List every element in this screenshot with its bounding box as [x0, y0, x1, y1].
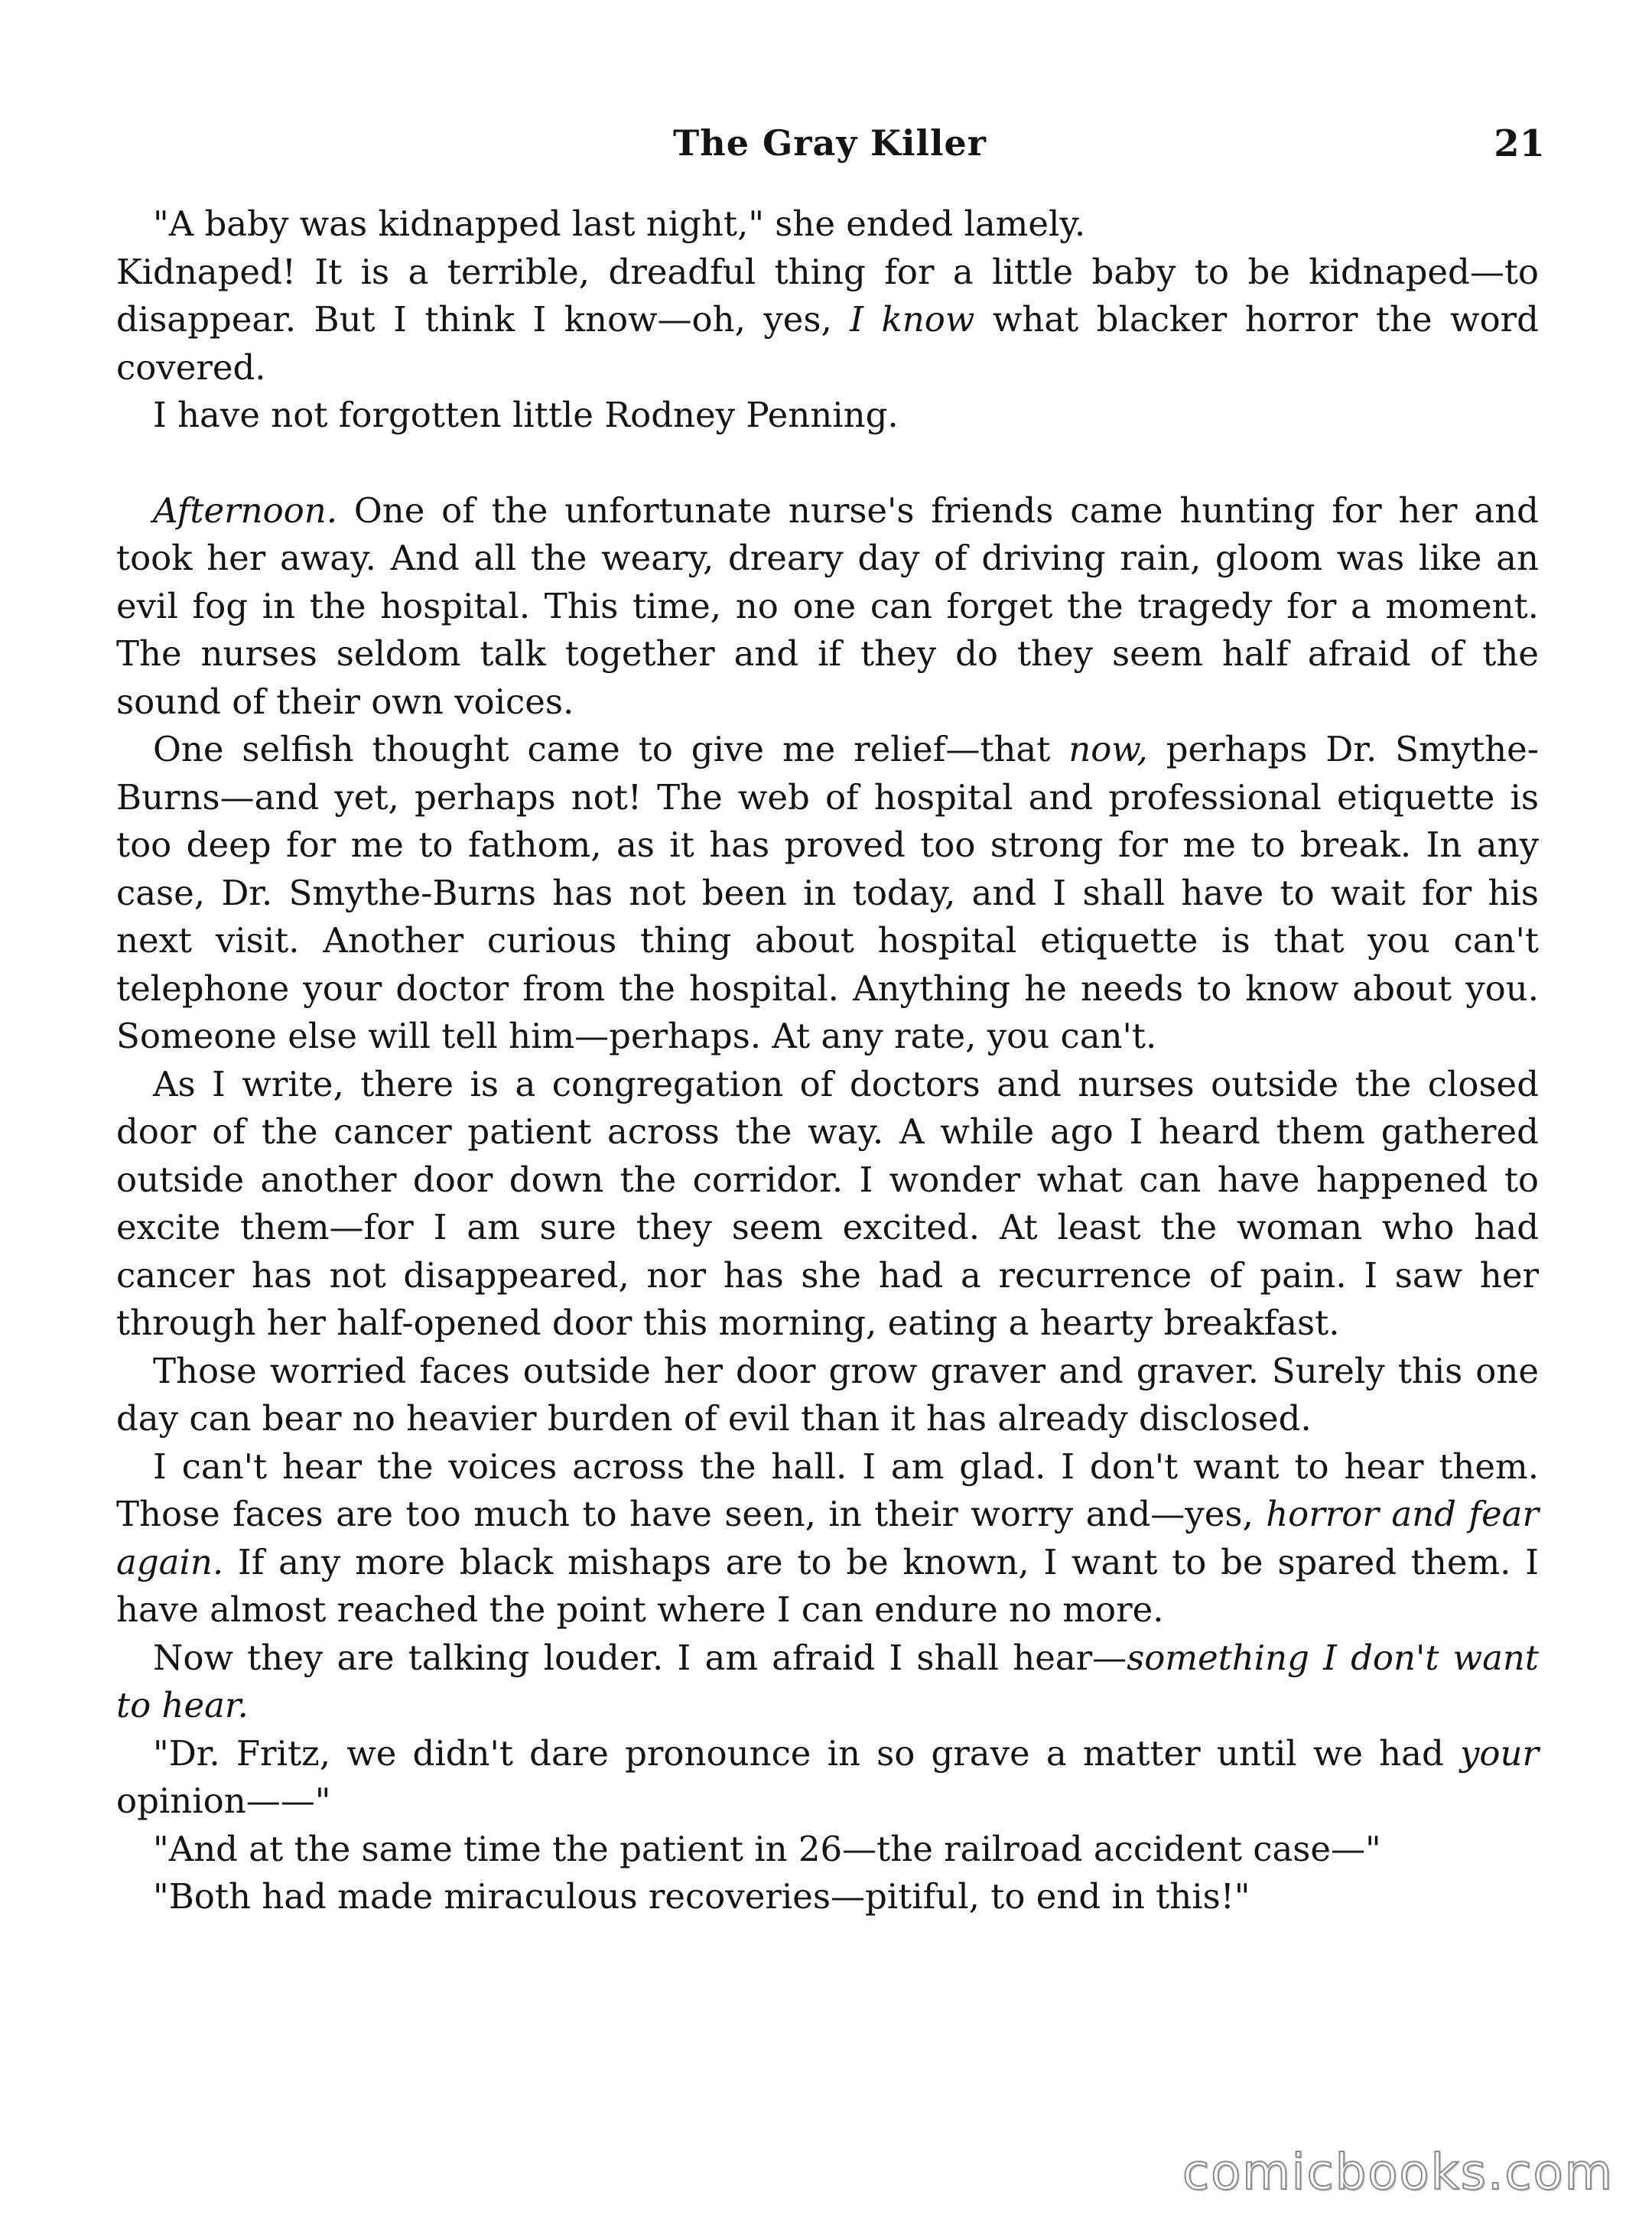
paragraph [116, 487, 1539, 727]
paragraph [116, 1634, 1539, 1730]
text-run: opinion——" [116, 1781, 331, 1821]
italic-run: Afternoon. [153, 489, 338, 531]
paragraph [116, 726, 1539, 1061]
paragraph [116, 392, 1539, 440]
text-run: Kidnaped! It is a terrible, dreadful thing for a little baby to be kidnaped—to disappear. But I think I know—oh, yes, [116, 251, 1539, 340]
page-header [115, 122, 1545, 176]
text-run: what blacker horror the word covered. [116, 299, 1539, 388]
italic-run: something I don't want to hear. [116, 1637, 1540, 1725]
paragraph [116, 249, 1539, 392]
body-text [116, 200, 1539, 1921]
text-run: "And at the same time the patient in 26—the railroad accident case—" [153, 1828, 1381, 1869]
text-run: As I write, there is a congregation of doctors and nurses outside the closed door of the cancer patient across the way. A while ago I heard them gathered outside another door down the corridor. I wonder what can have happened to excite them—for I am sure they seem excited. At least the woman who had cancer has not disappeared, nor has she had a recurrence of pain. I saw her through her half-opened door this morning, eating a hearty breakfast. [116, 1063, 1539, 1343]
text-run: perhaps Dr. Smythe-Burns—and yet, perhaps not! The web of hospital and professional etiquette is too deep for me to fathom, as it has proved too strong for me to break. In any case, Dr. Smythe-Burns has not been in today, and I shall have to wait for his next visit. Another curious thing about hospital etiquette is that you can't telephone your doctor from the hospital. Anything he needs to know about you. Someone else will tell him—perhaps. At any rate, you can't. [116, 729, 1539, 1056]
paragraph [116, 1730, 1539, 1826]
paragraph [116, 200, 1539, 249]
italic-run: I know [850, 299, 975, 340]
text-run: If any more black mishaps are to be known, I want to be spared them. I have almost reached the point where I can endure no more. [116, 1541, 1539, 1630]
text-run: I can't hear the voices across the hall. I am glad. I don't want to hear them. Those faces are too much to have seen, in their worry and—yes, [116, 1446, 1539, 1534]
text-run: Those worried faces outside her door grow graver and graver. Surely this one day can bear no heavier burden of evil than it has already disclosed. [116, 1350, 1539, 1439]
paragraph [116, 1873, 1539, 1921]
running-title: The Gray Killer [673, 122, 987, 164]
text-run: Now they are talking louder. I am afraid I shall hear— [153, 1637, 1127, 1678]
text-run: "Dr. Fritz, we didn't dare pronounce in so grave a matter until we had [153, 1732, 1460, 1774]
paragraph [116, 1443, 1539, 1634]
text-run: One of the unfortunate nurse's friends came hunting for her and took her away. And all the weary, dreary day of driving rain, gloom was like an evil fog in the hospital. This time, no one can forget the tragedy for a moment. The nurses seldom talk together and if they do they seem half afraid of the sound of their own voices. [116, 489, 1539, 722]
italic-run: horror and fear again. [116, 1494, 1539, 1582]
paragraph [116, 1061, 1539, 1348]
paragraph [116, 1348, 1539, 1443]
italic-run: your [1459, 1732, 1539, 1774]
text-run: I have not forgotten little Rodney Penning. [153, 395, 899, 435]
page-number: 21 [1494, 122, 1545, 165]
text-run: "A baby was kidnapped last night," she ended lamely. [153, 203, 1086, 244]
text-run: One selfish thought came to give me relief—that [153, 729, 1069, 769]
watermark-logo: comicbooks.com [1182, 2145, 1614, 2201]
paragraph [116, 1826, 1539, 1874]
italic-run: now, [1068, 729, 1148, 769]
text-run: "Both had made miraculous recoveries—pitiful, to end in this!" [153, 1876, 1250, 1917]
